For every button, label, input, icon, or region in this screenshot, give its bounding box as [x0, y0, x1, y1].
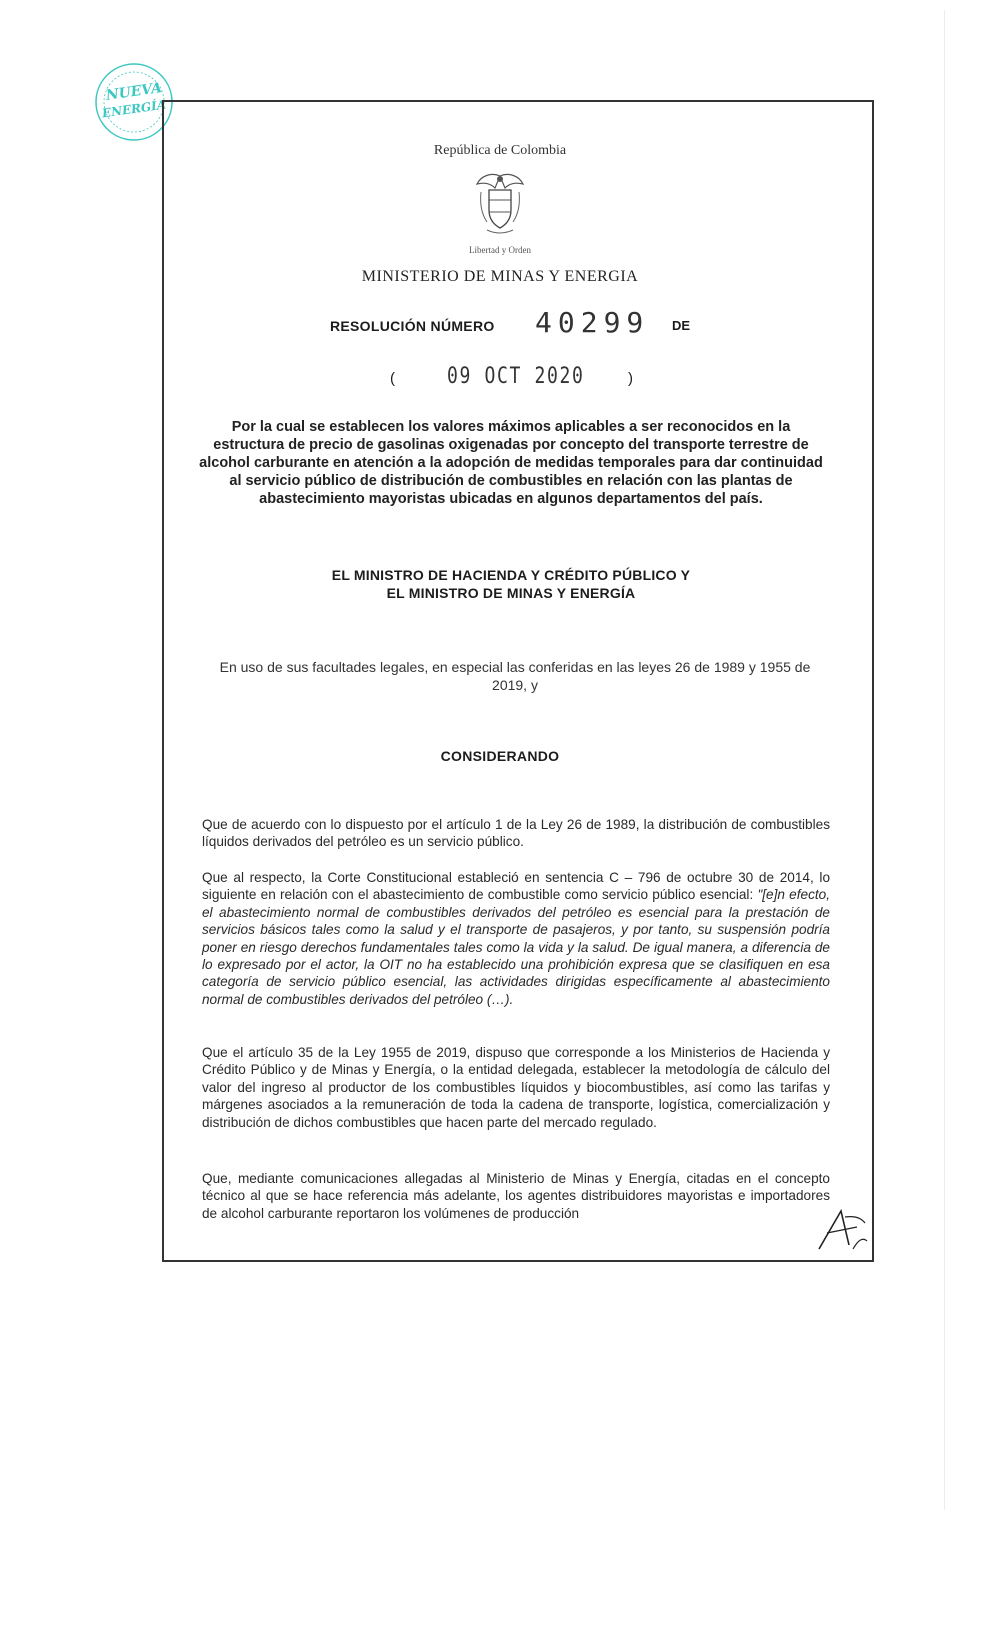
- paragraph-4: Que, mediante comunicaciones allegadas al Ministerio de Minas y Energía, citadas en el concepto técnico al que se hace referencia más adelante, los agentes distribuidores mayoristas e importadores de alcohol carburante reportaron los volúmenes de producción: [202, 1171, 830, 1221]
- resolucion-number: 40299: [535, 306, 650, 339]
- stamp-text-line2: ENERGÍA: [101, 97, 167, 121]
- motto: Libertad y Orden: [469, 245, 531, 255]
- paragraph-2: [202, 869, 830, 1008]
- resolucion-label: RESOLUCIÓN NÚMERO: [330, 318, 495, 334]
- ministros-heading: [196, 566, 826, 602]
- ministerio-title: MINISTERIO DE MINAS Y ENERGIA: [361, 268, 639, 285]
- resolucion-date: 09 OCT 2020: [447, 364, 585, 389]
- republica-header: República de Colombia: [433, 143, 567, 158]
- paragraph-3: Que el artículo 35 de la Ley 1955 de 2019, dispuso que corresponde a los Ministerios de Hacienda y Crédito Público y de Minas y Energía, o la entidad delegada, establecer la metodología de cálculo del valor del ingreso al productor de los combustibles líquidos y biocombustibles, así como las tarifas y márgenes asociados a la remuneración de toda la cadena de transporte, logística, comercialización y distribución de dichos combustibles que hacen parte del mercado regulado.: [202, 1045, 830, 1130]
- facultades-text: En uso de sus facultades legales, en especial las conferidas en las leyes 26 de 1989 y 1955 de 2019, y: [219, 659, 811, 693]
- paragraph-1: Que de acuerdo con lo dispuesto por el artículo 1 de la Ley 26 de 1989, la distribución de combustibles líquidos derivados del petróleo es un servicio público.: [202, 817, 830, 850]
- ministros-line2: EL MINISTRO DE MINAS Y ENERGÍA: [386, 585, 636, 601]
- considerando-heading: CONSIDERANDO: [440, 748, 560, 764]
- stamp-text-line1: NUEVA: [104, 80, 163, 104]
- paragraph-2-quote: "[e]n efecto, el abastecimiento normal de combustibles derivados del petróleo es esencial para la prestación de servicios básicos tales como la salud y el transporte de pasajeros, y por tanto, su suspensión podría poner en riesgo derechos fundamentales tales como la vida y la salud. De igual manera, a diferencia de lo expresado por el actor, la OIT no ha establecido una prohibición expresa que se clasifiquen en esa categoría de servicio público esencial, las actividades dirigidas específicamente al abastecimiento normal de combustibles derivados del petróleo (…).: [202, 887, 830, 1007]
- paragraph-2-intro: Que al respecto, la Corte Constitucional estableció en sentencia C – 796 de octubre 30 de 2014, lo siguiente en relación con el abastecimiento de combustible como servicio público esencial:: [202, 870, 830, 903]
- date-paren-open: (: [390, 370, 395, 387]
- handwritten-initials-icon: [815, 1205, 871, 1253]
- date-paren-close: ): [628, 370, 633, 387]
- colombia-coat-of-arms-icon: [475, 170, 525, 238]
- resolucion-title: Por la cual se establecen los valores máximos aplicables a ser reconocidos en la estructura de precio de gasolinas oxigenadas por concepto del transporte terrestre de alcohol carburante en atención a la adopción de medidas temporales para dar continuidad al servicio público de distribución de combustibles en relación con las plantas de abastecimiento mayoristas ubicadas en algunos departamentos del país.: [199, 419, 823, 507]
- ministros-line1: EL MINISTRO DE HACIENDA Y CRÉDITO PÚBLICO Y: [331, 567, 691, 583]
- resolucion-de: DE: [672, 318, 691, 333]
